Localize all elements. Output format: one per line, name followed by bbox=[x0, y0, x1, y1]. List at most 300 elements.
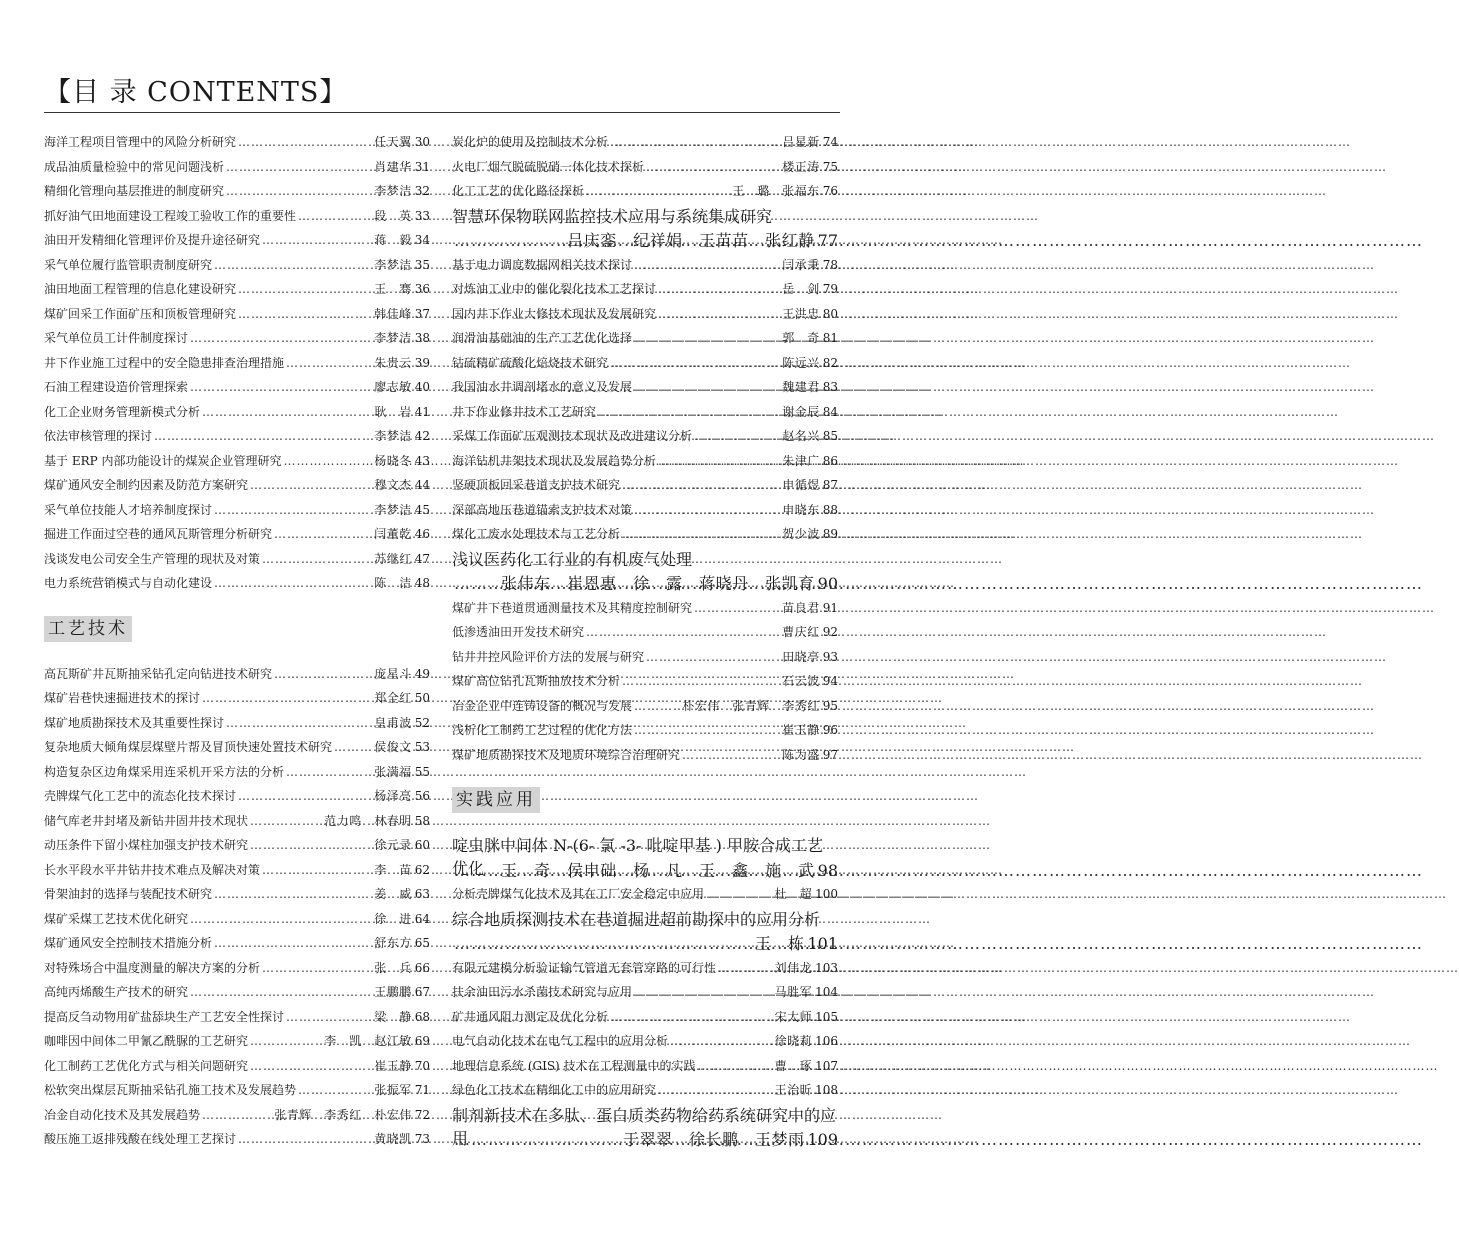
toc-entry-page: 42 bbox=[414, 429, 430, 443]
toc-entry bbox=[452, 498, 838, 523]
toc-entry-title: 提高反刍动物用矿盐舔块生产工艺安全性探讨 bbox=[44, 1009, 285, 1024]
toc-entry-page: 81 bbox=[822, 331, 838, 345]
toc-entry bbox=[44, 1078, 430, 1103]
dot-leader bbox=[284, 449, 373, 474]
toc-entry bbox=[452, 522, 838, 547]
toc-entry-page: 92 bbox=[822, 625, 838, 639]
toc-entry-author: 皇甫波 bbox=[374, 715, 412, 730]
dot-leader bbox=[610, 351, 780, 376]
title-rule bbox=[44, 112, 840, 113]
toc-entry-author: 李梦洁 bbox=[374, 502, 412, 517]
toc-entry-author: 赵名兴 bbox=[782, 429, 820, 443]
dot-leader bbox=[634, 326, 780, 351]
toc-entry bbox=[44, 809, 430, 834]
dot-leader bbox=[250, 833, 372, 858]
dot-leader bbox=[190, 980, 372, 1005]
dot-leader bbox=[622, 669, 780, 694]
toc-entry bbox=[44, 1005, 430, 1030]
toc-entry-author: 肖建华 bbox=[374, 159, 412, 174]
dot-leader bbox=[154, 424, 372, 449]
toc-entry-page: 97 bbox=[822, 747, 838, 762]
toc-entry-title: 煤矿岩巷快速掘进技术的探讨 bbox=[44, 691, 201, 705]
toc-entry bbox=[452, 1078, 838, 1103]
dot-leader bbox=[214, 931, 372, 956]
dot-leader bbox=[658, 302, 780, 327]
toc-entry-author: 范力鸣 林春明 bbox=[324, 813, 412, 828]
toc-entry bbox=[44, 882, 430, 907]
toc-entry-page: 66 bbox=[414, 960, 430, 975]
dot-leader bbox=[190, 375, 372, 400]
toc-entry bbox=[44, 1103, 430, 1128]
toc-entry bbox=[452, 694, 838, 719]
right-group-1 bbox=[452, 130, 838, 767]
toc-entry bbox=[44, 375, 430, 400]
toc-entry bbox=[452, 326, 838, 351]
dot-leader bbox=[238, 302, 372, 327]
dot-leader bbox=[658, 277, 780, 302]
toc-entry bbox=[452, 375, 838, 400]
toc-entry-author: 张 兵 bbox=[374, 960, 412, 975]
toc-entry-page: 93 bbox=[822, 649, 838, 664]
toc-entry bbox=[44, 662, 430, 687]
toc-entry-page: 104 bbox=[815, 985, 838, 999]
toc-entry-author: 苏继红 bbox=[374, 551, 412, 566]
toc-entry-page: 79 bbox=[822, 282, 838, 296]
dot-leader bbox=[658, 449, 780, 474]
toc-entry-page: 75 bbox=[822, 159, 838, 174]
toc-entry-author: 梁 静 bbox=[374, 1009, 412, 1024]
toc-entry bbox=[44, 326, 430, 351]
toc-entry-page: 65 bbox=[414, 936, 430, 950]
toc-entry-author: 穆文杰 bbox=[374, 478, 412, 492]
dot-leader bbox=[622, 473, 780, 498]
toc-entry-author: 王鹏鹏 bbox=[374, 985, 412, 999]
toc-entry-author: 庞星斗 bbox=[374, 666, 412, 681]
toc-entry bbox=[44, 473, 430, 498]
toc-entry bbox=[44, 547, 430, 572]
toc-entry-title: 煤矿通风安全制约因素及防范方案研究 bbox=[44, 478, 249, 492]
toc-entry-author: 吕庆銮 纪祥娟 王苗苗 张红静 bbox=[567, 231, 815, 250]
toc-entry-author: 陈 洁 bbox=[374, 576, 412, 590]
toc-entry-page: 69 bbox=[414, 1034, 430, 1048]
toc-entry-author: 任天翼 bbox=[374, 135, 412, 149]
toc-entry-page: 89 bbox=[822, 527, 838, 541]
toc-entry-title: 采气单位员工计件制度探讨 bbox=[44, 331, 189, 345]
toc-entry-author: 廖志敏 bbox=[374, 380, 412, 394]
toc-entry-title: 依法审核管理的探讨 bbox=[44, 429, 153, 443]
toc-entry bbox=[44, 980, 430, 1005]
toc-entry-page: 34 bbox=[414, 233, 430, 247]
toc-entry-page: 56 bbox=[414, 789, 430, 803]
toc-entry-title: 制剂新技术在多肽、蛋白质类药物给药系统研究中的应用 bbox=[452, 1105, 837, 1148]
toc-entry-page: 38 bbox=[414, 331, 430, 345]
toc-entry-page: 82 bbox=[822, 355, 838, 370]
toc-entry-author: 魏建君 bbox=[782, 380, 820, 394]
left-column bbox=[44, 130, 430, 1152]
dot-leader bbox=[298, 204, 372, 229]
toc-entry bbox=[452, 179, 838, 204]
toc-entry bbox=[44, 760, 430, 785]
toc-entry-author: 马胜军 bbox=[774, 985, 813, 999]
toc-entry-title: 咖啡因中间体二甲氰乙酰脲的工艺研究 bbox=[44, 1034, 249, 1048]
dot-leader bbox=[658, 1078, 773, 1103]
toc-entry-title: 化工企业财务管理新模式分析 bbox=[44, 404, 201, 419]
toc-entry bbox=[452, 400, 838, 425]
toc-entry-author: 苗良君 bbox=[782, 600, 820, 615]
toc-entry-author: 陈为盛 bbox=[782, 747, 820, 762]
toc-entry-title: 冶金自动化技术及其发展趋势 bbox=[44, 1107, 201, 1122]
toc-entry-author: 李梦洁 bbox=[374, 331, 412, 345]
toc-entry-author: 曹 琢 bbox=[774, 1058, 813, 1073]
toc-entry bbox=[44, 858, 430, 883]
toc-entry-title: 冶金企业中连铸设备的概况与发展 bbox=[452, 698, 633, 713]
toc-entry bbox=[452, 155, 838, 180]
toc-entry-title: 矿井通风阻力测定及优化分析 bbox=[452, 1009, 609, 1024]
dot-leader bbox=[610, 1005, 773, 1030]
dot-leader bbox=[262, 858, 372, 883]
toc-entry-page: 91 bbox=[822, 600, 838, 615]
section-label-shijian: 实践应用 bbox=[452, 787, 540, 813]
toc-entry-author: 李 苗 bbox=[374, 862, 412, 877]
toc-entry-author: 李梦洁 bbox=[374, 184, 412, 198]
toc-entry-author: 耿 岩 bbox=[374, 404, 412, 419]
toc-entry-title: 绿色化工技术在精细化工中的应用研究 bbox=[452, 1083, 657, 1097]
toc-entry-author: 侯俊文 bbox=[374, 740, 412, 754]
toc-entry-title: 煤化工废水处理技术与工艺分析 bbox=[452, 527, 621, 541]
toc-entry bbox=[452, 253, 838, 278]
toc-entry-page: 50 bbox=[414, 691, 430, 705]
toc-entry-page: 84 bbox=[822, 404, 838, 419]
toc-entry-title: 钻井井控风险评价方法的发展与研究 bbox=[452, 649, 645, 664]
toc-entry bbox=[44, 228, 430, 253]
toc-entry-title: 对炼油工业中的催化裂化技术工艺探讨 bbox=[452, 282, 657, 296]
dot-leader bbox=[262, 547, 372, 572]
toc-entry bbox=[44, 956, 430, 981]
toc-entry-title: 骨架油封的选择与装配技术研究 bbox=[44, 887, 213, 901]
toc-entry bbox=[44, 424, 430, 449]
toc-entry-title: 国内井下作业大修技术现状及发展研究 bbox=[452, 306, 657, 321]
dot-leader bbox=[634, 253, 780, 278]
toc-entry-page: 37 bbox=[414, 306, 430, 321]
toc-entry-page: 39 bbox=[414, 355, 430, 370]
toc-entry-title: 化工工艺的优化路径探析 bbox=[452, 184, 585, 198]
toc-entry-page: 106 bbox=[815, 1034, 838, 1048]
toc-entry bbox=[452, 743, 838, 768]
toc-entry-page: 95 bbox=[822, 698, 838, 713]
toc-entry-title: 火电厂烟气脱硫脱硝一体化技术探析 bbox=[452, 159, 645, 174]
toc-entry bbox=[452, 1103, 838, 1152]
toc-entry-page: 100 bbox=[815, 887, 838, 901]
dot-leader bbox=[250, 809, 322, 834]
toc-entry-title: 综合地质探测技术在巷道掘进超前勘探中的应用分析 bbox=[452, 909, 821, 929]
toc-entry-author: 郑全红 bbox=[374, 691, 412, 705]
toc-entry-page: 70 bbox=[414, 1058, 430, 1073]
toc-entry-title: 深部高地压巷道锚索支护技术对策 bbox=[452, 502, 633, 517]
toc-entry-line2 bbox=[452, 571, 838, 596]
toc-entry-title: 储气库老井封堵及新钻井固井技术现状 bbox=[44, 813, 249, 828]
toc-entry-title: 对特殊场合中温度测量的解决方案的分析 bbox=[44, 960, 261, 975]
toc-entry-page: 80 bbox=[822, 306, 838, 321]
dot-leader bbox=[698, 1054, 773, 1079]
toc-entry-title: 煤矿地质勘探技术及地质环境综合治理研究 bbox=[452, 747, 681, 762]
toc-entry-title: 浅议医药化工行业的有机废气处理 bbox=[452, 549, 693, 569]
toc-entry-author: 徐元录 bbox=[374, 838, 412, 852]
toc-entry-author: 王 奇 侯申础 杨 凡 王 鑫 施 武 bbox=[501, 860, 815, 880]
toc-entry-page: 35 bbox=[414, 257, 430, 272]
toc-entry-page: 77 bbox=[817, 231, 838, 250]
toc-entry-title: 海洋工程项目管理中的风险分析研究 bbox=[44, 135, 237, 149]
left-group-1 bbox=[44, 130, 430, 596]
toc-entry-title: 地理信息系统 (GIS) 技术在工程测量中的实践 bbox=[452, 1058, 696, 1073]
toc-entry-author: 岳 剑 bbox=[782, 282, 820, 296]
toc-entry-author: 楼正涛 bbox=[782, 159, 820, 174]
toc-entry-title: 煤矿地质勘探技术及其重要性探讨 bbox=[44, 715, 225, 730]
toc-entry-page: 55 bbox=[414, 764, 430, 779]
toc-entry-title: 动压条件下留小煤柱加强支护技术研究 bbox=[44, 838, 249, 852]
toc-entry bbox=[44, 784, 430, 809]
toc-entry-author: 黄晓凯 bbox=[374, 1132, 412, 1146]
toc-entry-author: 段 英 bbox=[374, 208, 412, 223]
toc-entry-page: 64 bbox=[414, 911, 430, 926]
right-group-2 bbox=[452, 833, 838, 1152]
toc-entry bbox=[44, 522, 430, 547]
toc-entry bbox=[44, 833, 430, 858]
toc-entry-title: 油田地面工程管理的信息化建设研究 bbox=[44, 282, 237, 296]
toc-entry-title: 低渗透油田开发技术研究 bbox=[452, 625, 585, 639]
toc-entry-page: 67 bbox=[414, 985, 430, 999]
toc-entry-author: 李 凯 赵江敏 bbox=[324, 1034, 412, 1048]
toc-entry-title: 扶余油田污水杀菌技术研究与应用 bbox=[452, 985, 633, 999]
toc-entry-title: 松软突出煤层瓦斯抽采钻孔施工技术及发展趋势 bbox=[44, 1083, 297, 1097]
dot-leader bbox=[694, 424, 780, 449]
toc-entry-line2 bbox=[452, 858, 838, 883]
dot-leader bbox=[610, 130, 780, 155]
toc-entry-author: 张振军 bbox=[374, 1083, 412, 1097]
toc-entry bbox=[44, 711, 430, 736]
dot-leader bbox=[226, 179, 372, 204]
toc-entry bbox=[44, 1054, 430, 1079]
toc-entry bbox=[44, 449, 430, 474]
dot-leader bbox=[586, 620, 780, 645]
toc-entry-title: 高纯丙烯酸生产技术的研究 bbox=[44, 985, 189, 999]
dot-leader bbox=[454, 861, 499, 880]
dot-leader bbox=[634, 694, 680, 719]
toc-entry-title: 电气自动化技术在电气工程中的应用分析 bbox=[452, 1034, 669, 1048]
dot-leader bbox=[238, 277, 372, 302]
toc-entry-page: 107 bbox=[815, 1058, 838, 1073]
toc-entry bbox=[44, 130, 430, 155]
toc-entry bbox=[452, 669, 838, 694]
dot-leader bbox=[274, 522, 372, 547]
dot-leader bbox=[214, 882, 372, 907]
toc-entry-author: 王 骞 bbox=[374, 282, 412, 296]
dot-leader bbox=[238, 784, 372, 809]
dot-leader bbox=[334, 735, 372, 760]
toc-entry-author: 崔玉静 bbox=[374, 1058, 412, 1073]
toc-entry-page: 40 bbox=[414, 380, 430, 394]
dot-leader bbox=[706, 882, 773, 907]
toc-entry-title: 我国油水井调剖堵水的意义及发展 bbox=[452, 380, 633, 394]
toc-entry bbox=[452, 980, 838, 1005]
toc-entry-title: 采气单位履行监管职责制度研究 bbox=[44, 257, 213, 272]
toc-entry-author: 李梦洁 bbox=[374, 429, 412, 443]
right-column bbox=[452, 130, 838, 1152]
toc-entry-page: 72 bbox=[414, 1107, 430, 1122]
dot-leader bbox=[670, 1029, 773, 1054]
toc-entry-author: 杨晓冬 bbox=[374, 453, 412, 468]
toc-entry-author: 宋太师 bbox=[774, 1009, 813, 1024]
toc-entry-title: 煤矿采煤工艺技术优化研究 bbox=[44, 911, 189, 926]
dot-leader bbox=[454, 1130, 621, 1149]
toc-entry bbox=[44, 571, 430, 596]
toc-entry-author: 崔玉静 bbox=[782, 723, 820, 737]
dot-leader bbox=[214, 571, 372, 596]
toc-entry bbox=[44, 204, 430, 229]
dot-leader bbox=[286, 1005, 372, 1030]
toc-entry-title: 采气单位技能人才培养制度探讨 bbox=[44, 502, 213, 517]
dot-leader bbox=[238, 130, 372, 155]
toc-entry-author: 张满福 bbox=[374, 764, 412, 779]
dot-leader bbox=[250, 1029, 322, 1054]
dot-leader bbox=[598, 400, 780, 425]
toc-entry-line2 bbox=[452, 931, 838, 956]
toc-entry-author: 蒋 毅 bbox=[374, 233, 412, 247]
toc-entry-page: 94 bbox=[822, 674, 838, 688]
toc-entry-title: 基于 ERP 内部功能设计的煤炭企业管理研究 bbox=[44, 453, 282, 468]
toc-entry-page: 86 bbox=[822, 453, 838, 468]
dot-leader bbox=[226, 155, 372, 180]
toc-entry-page: 98 bbox=[817, 860, 838, 880]
toc-entry-page: 108 bbox=[815, 1083, 838, 1097]
toc-entry-page: 63 bbox=[414, 887, 430, 901]
toc-entry-page: 31 bbox=[414, 159, 430, 174]
dot-leader bbox=[262, 956, 372, 981]
toc-entry bbox=[452, 596, 838, 621]
toc-entry-author: 闫董乾 bbox=[374, 527, 412, 541]
dot-leader bbox=[202, 1103, 272, 1128]
toc-entry-title: 煤矿回采工作面矿压和顶板管理研究 bbox=[44, 306, 237, 321]
dot-leader bbox=[226, 711, 372, 736]
toc-entry-author: 申晓东 bbox=[782, 502, 820, 517]
toc-entry-page: 48 bbox=[414, 576, 430, 590]
dot-leader bbox=[682, 743, 780, 768]
toc-entry bbox=[452, 473, 838, 498]
toc-entry-page: 109 bbox=[807, 1130, 838, 1149]
toc-entry bbox=[452, 718, 838, 743]
toc-entry-title: 电力系统营销模式与自动化建设 bbox=[44, 576, 213, 590]
toc-entry-page: 105 bbox=[815, 1009, 838, 1024]
toc-entry bbox=[452, 130, 838, 155]
toc-entry-title: 掘进工作面过空巷的通风瓦斯管理分析研究 bbox=[44, 527, 273, 541]
dot-leader bbox=[190, 326, 372, 351]
dot-leader bbox=[646, 645, 780, 670]
toc-entry-page: 74 bbox=[822, 135, 838, 149]
dot-leader bbox=[238, 1127, 372, 1152]
toc-entry-title: 炭化炉的使用及控制技术分析 bbox=[452, 135, 609, 149]
toc-entry bbox=[44, 351, 430, 376]
toc-entry-page: 60 bbox=[414, 838, 430, 852]
dot-leader bbox=[262, 228, 372, 253]
toc-entry-author: 韩佳峰 bbox=[374, 306, 412, 321]
dot-leader bbox=[454, 231, 565, 250]
toc-entry-page: 49 bbox=[414, 666, 430, 681]
toc-entry bbox=[44, 1029, 430, 1054]
toc-entry-title: 成品油质量检验中的常见问题浅析 bbox=[44, 159, 225, 174]
toc-entry-page: 43 bbox=[414, 453, 430, 468]
toc-entry bbox=[44, 302, 430, 327]
toc-entry bbox=[452, 424, 838, 449]
dot-leader bbox=[286, 351, 372, 376]
toc-entry-title: 润滑油基础油的生产工艺优化选择 bbox=[452, 331, 633, 345]
toc-entry-title: 精细化管理向基层推进的制度研究 bbox=[44, 184, 225, 198]
toc-entry-title: 化工制药工艺优化方式与相关问题研究 bbox=[44, 1058, 249, 1073]
toc-entry-author: 舒东方 bbox=[374, 936, 412, 950]
toc-entry-author: 谢金辰 bbox=[782, 404, 820, 419]
toc-entry-title: 石油工程建设造价管理探索 bbox=[44, 380, 189, 394]
toc-entry-author: 石云波 bbox=[782, 674, 820, 688]
toc-entry bbox=[452, 907, 838, 956]
toc-entry-author: 王洪忠 bbox=[782, 306, 820, 321]
toc-entry bbox=[452, 833, 838, 882]
toc-entry-title: 浅析化工制药工艺过程的优化方法 bbox=[452, 723, 633, 737]
toc-entry bbox=[452, 956, 838, 981]
toc-title: 【目 录 CONTENTS】 bbox=[44, 77, 348, 108]
toc-entry-author: 张伟东 崔恩惠 徐 露 蒋晓丹 张凯育 bbox=[501, 574, 815, 593]
toc-entry-author: 王治昕 bbox=[774, 1083, 813, 1097]
toc-entry-page: 33 bbox=[414, 208, 430, 223]
toc-entry-author: 杜 超 bbox=[774, 887, 813, 901]
toc-entry-author: 曹庆红 bbox=[782, 625, 820, 639]
toc-entry-page: 44 bbox=[414, 478, 430, 492]
toc-entry bbox=[452, 620, 838, 645]
toc-entry-title: 坚硬顶板回采巷道支护技术研究 bbox=[452, 478, 621, 492]
dot-leader bbox=[190, 907, 372, 932]
toc-entry bbox=[44, 155, 430, 180]
toc-entry-page: 68 bbox=[414, 1009, 430, 1024]
dot-leader bbox=[694, 596, 780, 621]
toc-entry-title: 煤矿井下巷道贯通测量技术及其精度控制研究 bbox=[452, 600, 693, 615]
toc-entry bbox=[44, 253, 430, 278]
toc-entry bbox=[44, 1127, 430, 1152]
dot-leader bbox=[202, 686, 372, 711]
toc-entry-author: 田晓亭 bbox=[782, 649, 820, 664]
toc-entry-author: 徐晓莉 bbox=[774, 1034, 813, 1048]
toc-entry-title: 煤矿高位钻孔瓦斯抽放技术分析 bbox=[452, 674, 621, 688]
toc-entry-title: 啶虫脒中间体 N-(6- 氯 -3- 吡啶甲基 ) 甲胺合成工艺优化 bbox=[452, 836, 823, 878]
toc-entry-page: 58 bbox=[414, 813, 430, 828]
toc-entry bbox=[452, 547, 838, 596]
toc-entry-page: 30 bbox=[414, 135, 430, 149]
dot-leader bbox=[250, 473, 372, 498]
toc-entry-page: 96 bbox=[822, 723, 838, 737]
toc-entry bbox=[44, 498, 430, 523]
toc-entry-author: 于翠翠 徐长鹏 王梦雨 bbox=[622, 1130, 805, 1149]
toc-entry-author: 王 栋 bbox=[754, 934, 805, 953]
toc-entry bbox=[44, 277, 430, 302]
toc-entry-title: 海洋钻机井架技术现状及发展趋势分析 bbox=[452, 453, 657, 468]
toc-entry-page: 76 bbox=[822, 184, 838, 198]
toc-entry-page: 88 bbox=[822, 502, 838, 517]
toc-entry-title: 浅谈发电公司安全生产管理的现状及对策 bbox=[44, 551, 261, 566]
toc-entry-author: 张青辉 李秀红 朴宏伟 bbox=[274, 1107, 412, 1122]
toc-entry bbox=[44, 735, 430, 760]
toc-entry-page: 46 bbox=[414, 527, 430, 541]
dot-leader bbox=[274, 662, 372, 687]
toc-entry-author: 陈远兴 bbox=[782, 355, 820, 370]
toc-entry-page: 45 bbox=[414, 502, 430, 517]
toc-entry-author: 申循煜 bbox=[782, 478, 820, 492]
toc-entry-title: 酸压施工返排残酸在线处理工艺探讨 bbox=[44, 1132, 237, 1146]
